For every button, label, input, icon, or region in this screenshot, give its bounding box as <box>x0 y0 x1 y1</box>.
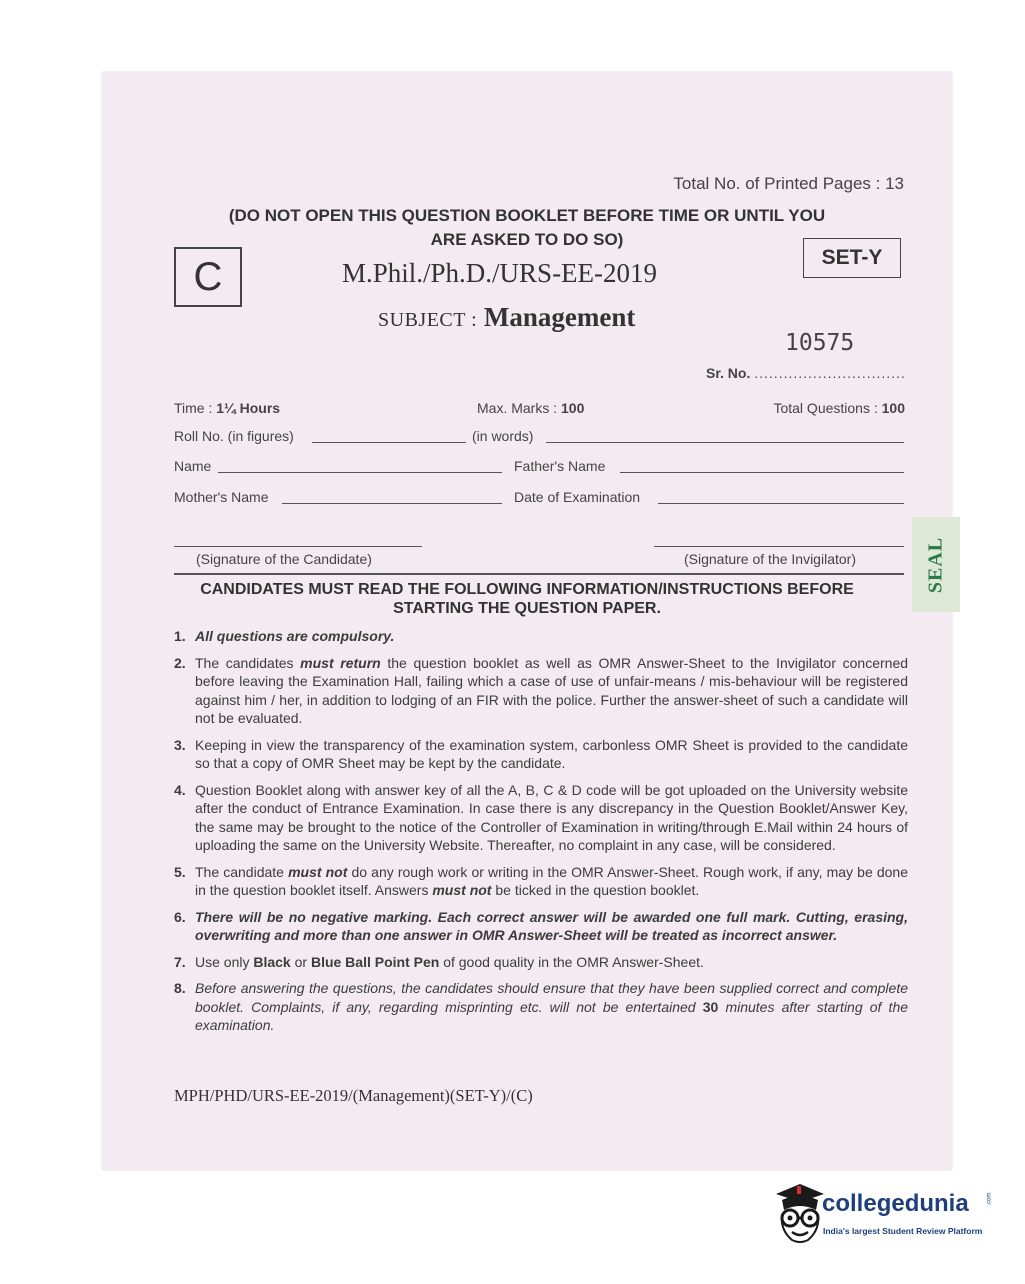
question-booklet-cover <box>102 72 952 1170</box>
instructions-heading <box>102 580 952 618</box>
sr-no-dots: ............................... <box>754 365 906 381</box>
printed-pages-count: Total No. of Printed Pages : 13 <box>673 174 904 193</box>
instruction-number: 4. <box>174 781 186 798</box>
warning-line-2: ARE ASKED TO DO SO) <box>430 230 624 249</box>
booklet-code-box: C <box>174 247 242 307</box>
seal-strip <box>912 517 960 612</box>
instructions-list <box>174 627 908 1043</box>
mothers-name-field[interactable] <box>282 503 502 504</box>
instruction-text: All questions are compulsory. <box>195 628 395 644</box>
roll-words-field[interactable] <box>546 442 904 443</box>
subject-line <box>378 302 635 333</box>
instructions-heading-line-2: STARTING THE QUESTION PAPER. <box>393 600 661 617</box>
candidate-signature-line[interactable] <box>174 546 422 547</box>
footer-code: MPH/PHD/URS-EE-2019/(Management)(SET-Y)/(C) <box>174 1086 533 1105</box>
date-of-exam-field[interactable] <box>658 503 904 504</box>
instruction-text: Before answering the questions, the candidates should ensure that they have been supplied correct and complete booklet. Complaints, if any, regarding misprinting etc. will not be entertained 30 minutes after starting of the examination. <box>195 980 909 1033</box>
instruction-number: 8. <box>174 980 186 996</box>
instruction-item <box>174 979 908 1035</box>
instruction-text: Question Booklet along with answer key of all the A, B, C & D code will be got uploaded on the University website after the conduct of Entrance Examination. In case there is any discrepancy in the Question Booklet/Answer Key, the same may be brought to the notice of the Controller of Examination in writing/through E.Mail within 24 hours of uploading the same on the University Website. Thereafter, no complaint in any case, will be considered. <box>195 781 908 853</box>
name-field[interactable] <box>218 472 502 473</box>
instruction-number: 1. <box>174 628 186 644</box>
instructions-heading-line-1: CANDIDATES MUST READ THE FOLLOWING INFORMATION/INSTRUCTIONS BEFORE <box>200 581 854 598</box>
max-marks-value: 100 <box>561 400 585 416</box>
sr-no-line <box>706 365 906 381</box>
exam-title: M.Phil./Ph.D./URS-EE-2019 <box>342 258 658 288</box>
brand-com: .com <box>986 1192 993 1206</box>
instruction-item <box>174 627 908 646</box>
seal-label: SEAL <box>924 536 947 593</box>
mothers-name-label: Mother's Name <box>174 489 269 505</box>
divider <box>174 573 904 575</box>
time-value: 1¼ Hours <box>216 400 281 416</box>
candidate-signature-label: (Signature of the Candidate) <box>196 551 372 567</box>
max-marks-label: Max. Marks : <box>477 400 562 416</box>
instruction-item <box>174 654 908 728</box>
instruction-item <box>174 953 908 972</box>
warning-line-1: (DO NOT OPEN THIS QUESTION BOOKLET BEFORE TIME OR UNTIL YOU <box>228 206 826 225</box>
instruction-item <box>174 908 908 945</box>
total-questions-value: 100 <box>881 400 905 416</box>
instruction-item <box>174 781 908 855</box>
subject-name: Management <box>483 302 636 332</box>
name-label: Name <box>174 458 212 474</box>
sr-no-label: Sr. No. <box>706 365 751 381</box>
roll-figures-label: Roll No. (in figures) <box>174 428 294 444</box>
brand-name: collegedunia <box>822 1190 969 1217</box>
total-questions-field <box>773 400 905 416</box>
instruction-number: 5. <box>174 863 186 880</box>
invigilator-signature-line[interactable] <box>654 546 904 547</box>
mascot-icon <box>772 1180 828 1250</box>
brand-tagline: India's largest Student Review Platform <box>823 1226 983 1236</box>
roll-figures-field[interactable] <box>312 442 466 443</box>
date-of-exam-label: Date of Examination <box>514 489 641 505</box>
time-label: Time : <box>174 400 217 416</box>
instruction-text: Keeping in view the transparency of the examination system, carbonless OMR Sheet is provided to the candidate so that a copy of OMR Sheet may be kept by the candidate. <box>195 736 908 771</box>
instruction-text: There will be no negative marking. Each correct answer will be awarded one full mark. Cutting, erasing, overwriting and more than one answer in OMR Answer-Sheet will be treated as incorrect answer. <box>195 908 908 943</box>
instruction-text: Use only Black or Blue Ball Point Pen of good quality in the OMR Answer-Sheet. <box>195 953 704 970</box>
fathers-name-field[interactable] <box>620 472 904 473</box>
fathers-name-label: Father's Name <box>514 458 606 474</box>
invigilator-signature-label: (Signature of the Invigilator) <box>684 551 856 567</box>
instruction-number: 7. <box>174 953 186 970</box>
set-box: SET-Y <box>803 238 901 278</box>
instruction-item <box>174 736 908 773</box>
total-questions-label: Total Questions : <box>773 400 882 416</box>
roll-words-label: (in words) <box>472 428 534 444</box>
max-marks-field <box>477 400 584 416</box>
instruction-number: 3. <box>174 736 186 753</box>
instruction-number: 6. <box>174 908 186 925</box>
instruction-text: The candidate must not do any rough work or writing in the OMR Answer-Sheet. Rough work, if any, may be done in the question booklet itself. Answers must not be ticked in the question booklet. <box>195 863 908 898</box>
time-field <box>174 400 280 416</box>
instruction-text: The candidates must return the question booklet as well as OMR Answer-Sheet to the Invigilator concerned before leaving the Examination Hall, failing which a case of use of unfair-means / mis-behaviour will be registered against him / her, in addition to lodging of an FIR with the police. Further the answer-sheet of such a candidate will not be evaluated. <box>195 654 909 726</box>
serial-number: 10575 <box>785 330 855 356</box>
subject-label: SUBJECT : <box>378 309 478 331</box>
instruction-number: 2. <box>174 654 186 671</box>
instruction-item <box>174 863 908 900</box>
